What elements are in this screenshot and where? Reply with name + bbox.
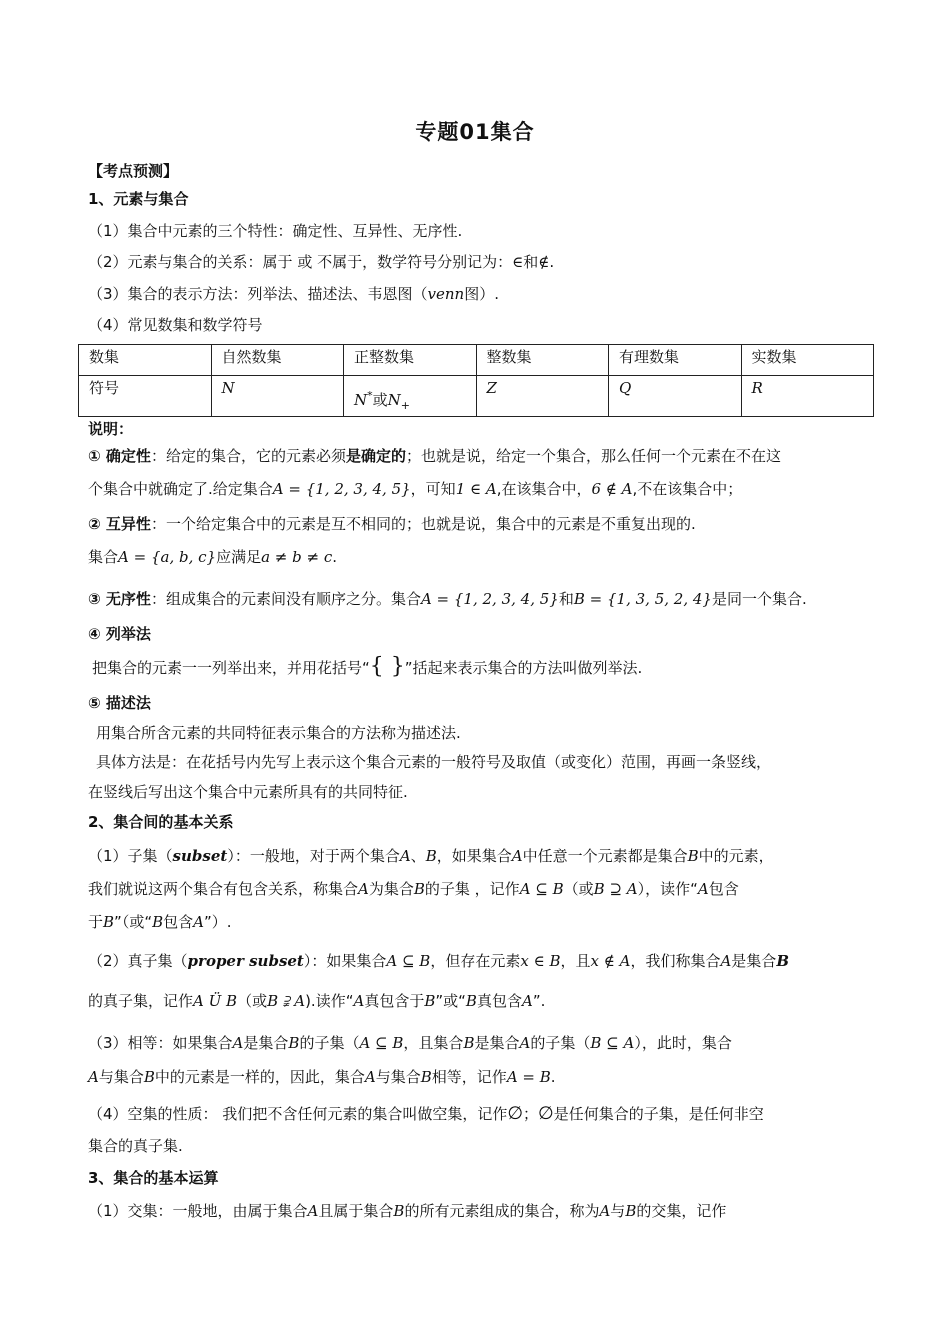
text: （1）子集（: [88, 847, 173, 865]
math-expr: 1 ∈ A: [455, 480, 497, 498]
empty-set-symbol: ∅: [538, 1103, 554, 1124]
text: ,在该集合中，: [496, 480, 592, 498]
not-element-of-symbol: ∉: [538, 253, 550, 271]
table-header-cell: 正整数集: [344, 345, 477, 376]
math-var: A: [697, 880, 709, 898]
text: ），此时，集合: [634, 1034, 732, 1052]
text: 为集合: [368, 880, 414, 898]
subscript: +: [400, 399, 410, 412]
section-1-heading: 1、元素与集合: [88, 190, 189, 208]
math-var: A: [511, 847, 523, 865]
table-cell: 符号: [79, 376, 212, 417]
text: 的子集（: [299, 1034, 360, 1052]
math-var: B: [625, 1202, 637, 1220]
text: ，可知: [410, 480, 456, 498]
note-label: ④ 列举法: [88, 625, 151, 643]
math-var: B: [776, 952, 789, 970]
math-expr: x ∉ A: [590, 952, 631, 970]
text: 、: [410, 847, 426, 865]
math-set: A = {a, b, c}: [118, 548, 217, 566]
note-label: ⑤ 描述法: [88, 694, 151, 712]
text: 图）.: [464, 285, 500, 303]
math-var: B: [152, 913, 164, 931]
math-var: B: [413, 880, 425, 898]
math-var: A: [358, 880, 369, 898]
math-expr: A ⊆ B: [359, 1034, 404, 1052]
math-set: B = {1, 3, 5, 2, 4}: [573, 590, 712, 608]
text: ”.: [532, 992, 546, 1010]
text: ,不在该集合中；: [632, 480, 743, 498]
text: ”（或“: [114, 913, 153, 931]
section-2-heading: 2、集合间的基本关系: [88, 813, 234, 831]
text: （或: [237, 992, 268, 1010]
text: 中任意一个元素都是集合: [522, 847, 688, 865]
paragraph: 在竖线后写出这个集合中元素所具有的共同特征.: [88, 783, 408, 801]
math-var: B: [463, 1034, 475, 1052]
symbol-positive: N: [354, 391, 368, 409]
term-english: subset: [172, 847, 228, 865]
text: ：给定的集合，它的元素必须: [150, 447, 346, 465]
math-var: B: [420, 1068, 432, 1086]
text: ）：一般地，对于两个集合: [227, 847, 400, 865]
text: ）：如果集合: [303, 952, 387, 970]
note-label: ③ 无序性: [88, 590, 151, 608]
text: 是集合: [243, 1034, 289, 1052]
text: 把集合的元素一一列举出来，并用花括号“: [92, 659, 370, 677]
text: 的交集，记作: [636, 1202, 727, 1220]
math-var: A: [599, 1202, 611, 1220]
text: ”或“: [435, 992, 466, 1010]
paragraph: 集合的真子集.: [88, 1137, 183, 1155]
term-english: proper subset: [187, 952, 304, 970]
math-expr: A = B: [506, 1068, 551, 1086]
text: 与集合: [375, 1068, 421, 1086]
paragraph: [88, 878, 878, 900]
text: （3）集合的表示方法：列举法、描述法、韦恩图（: [88, 285, 428, 303]
section-tag: 【考点预测】: [88, 162, 179, 180]
math-expr: B ⊆ A: [590, 1034, 635, 1052]
table-cell: [476, 376, 609, 417]
note-label: ② 互异性: [88, 515, 151, 533]
section-3-heading: 3、集合的基本运算: [88, 1169, 219, 1187]
page-title: 专题01集合: [415, 120, 535, 144]
symbol-real: R: [751, 379, 763, 397]
paragraph: [88, 513, 878, 535]
math-var: B: [465, 992, 477, 1010]
text-bold: 是确定的: [345, 447, 406, 465]
paragraph: [92, 656, 882, 679]
math-var: A: [88, 1068, 99, 1086]
paragraph: [88, 283, 878, 305]
text: 和: [558, 590, 574, 608]
text: ：一个给定集合中的元素是互不相同的；也就是说，集合中的元素是不重复出现的.: [150, 515, 696, 533]
paragraph: [88, 990, 878, 1012]
paragraph: [88, 911, 878, 933]
math-var: A: [307, 1202, 319, 1220]
text: .: [549, 253, 555, 271]
text: 的子集（: [530, 1034, 591, 1052]
math-expr: A ⊆ B: [519, 880, 564, 898]
text: 的真子集，记作: [88, 992, 194, 1010]
text: 包含: [708, 880, 739, 898]
text: 的所有元素组成的集合，称为: [404, 1202, 600, 1220]
paragraph: [88, 845, 878, 867]
text: 真包含于: [364, 992, 425, 1010]
text: （或: [563, 880, 594, 898]
text: 且属于集合: [318, 1202, 394, 1220]
text: 中的元素是一样的，因此，集合: [154, 1068, 365, 1086]
table-header-cell: 整数集: [476, 345, 609, 376]
math-var: B: [687, 847, 699, 865]
text: ，但存在元素: [430, 952, 521, 970]
text: 于: [88, 913, 104, 931]
math-expr: 6 ∉ A: [591, 480, 633, 498]
text: ，我们称集合: [630, 952, 721, 970]
math-var: B: [425, 847, 437, 865]
note-label: ① 确定性: [88, 447, 151, 465]
number-sets-table: [78, 344, 874, 417]
paragraph: [88, 546, 878, 568]
text: ），读作“: [637, 880, 698, 898]
text: （4）空集的性质： 我们把不含任何元素的集合叫做空集，记作: [88, 1105, 508, 1123]
math-venn: venn: [427, 285, 465, 303]
symbol-integer: Z: [486, 379, 497, 397]
text: 或: [372, 391, 388, 409]
text: 是集合: [474, 1034, 520, 1052]
text: .: [332, 548, 338, 566]
text: 包含: [163, 913, 194, 931]
table-cell: [609, 376, 742, 417]
text: 集合: [88, 548, 119, 566]
table-header-cell: 实数集: [741, 345, 874, 376]
text: ；: [523, 1105, 539, 1123]
math-var: B: [424, 992, 436, 1010]
math-var: A: [720, 952, 732, 970]
math-var: A: [521, 992, 533, 1010]
text: 和: [523, 253, 539, 271]
text: ，如果集合: [436, 847, 512, 865]
paragraph: [88, 1066, 878, 1088]
text: ；也就是说，给定一个集合，那么任何一个元素在不在这: [405, 447, 781, 465]
text: （3）相等：如果集合: [88, 1034, 233, 1052]
text: （2）元素与集合的关系：属于 或 不属于，数学符号分别记为：: [88, 253, 513, 271]
paragraph: [88, 445, 878, 467]
text: 相等，记作: [431, 1068, 507, 1086]
text: 与集合: [98, 1068, 144, 1086]
math-var: A: [232, 1034, 244, 1052]
text: 是同一个集合.: [711, 590, 807, 608]
math-expr: x ∈ B: [520, 952, 561, 970]
paragraph: 具体方法是：在花括号内先写上表示这个集合元素的一般符号及取值（或变化）范围，再画一条竖线，: [96, 753, 772, 771]
math-var: A: [399, 847, 411, 865]
math-var: A: [519, 1034, 531, 1052]
math-expr: B ⫌ A: [267, 992, 306, 1010]
table-cell: [344, 376, 477, 417]
text: 个集合中就确定了.给定集合: [88, 480, 273, 498]
text: （2）真子集（: [88, 952, 188, 970]
text: ：组成集合的元素间没有顺序之分。集合: [150, 590, 421, 608]
paragraph: [88, 950, 878, 972]
table-header-row: [79, 345, 874, 376]
math-set: A = {1, 2, 3, 4, 5}: [272, 480, 411, 498]
table-header-cell: 数集: [79, 345, 212, 376]
math-var: A: [353, 992, 365, 1010]
math-var: B: [288, 1034, 300, 1052]
text: ，且: [560, 952, 591, 970]
text: ，且集合: [403, 1034, 464, 1052]
text: ).读作“: [305, 992, 354, 1010]
paragraph: （1）集合中元素的三个特性：确定性、互异性、无序性.: [88, 222, 463, 240]
math-var: B: [143, 1068, 155, 1086]
math-expr: a ≠ b ≠ c: [261, 548, 333, 566]
paragraph: [88, 588, 878, 610]
text: 是集合: [731, 952, 777, 970]
element-of-symbol: ∈: [512, 253, 524, 271]
text: 与: [610, 1202, 626, 1220]
text: 我们就说这两个集合有包含关系，称集合: [88, 880, 359, 898]
table-header-cell: 有理数集: [609, 345, 742, 376]
text: 真包含: [476, 992, 522, 1010]
text: 应满足: [216, 548, 262, 566]
braces-symbol: { }: [369, 654, 405, 679]
empty-set-symbol: ∅: [507, 1103, 524, 1124]
math-var: B: [103, 913, 115, 931]
superscript: *: [367, 389, 373, 402]
table-cell: [741, 376, 874, 417]
math-expr: B ⊇ A: [593, 880, 638, 898]
paragraph: 用集合所含元素的共同特征表示集合的方法称为描述法.: [96, 724, 461, 742]
table-row: [79, 376, 874, 417]
math-expr: A Ü B: [193, 992, 238, 1010]
paragraph: [88, 1032, 878, 1054]
text: 是任何集合的子集，是任何非空: [553, 1105, 764, 1123]
paragraph: [88, 478, 878, 500]
text: 中的元素，: [698, 847, 774, 865]
math-expr: A ⊆ B: [386, 952, 431, 970]
text: .: [550, 1068, 556, 1086]
text: （1）交集：一般地，由属于集合: [88, 1202, 308, 1220]
math-var: A: [364, 1068, 376, 1086]
math-var: A: [193, 913, 204, 931]
text: 的子集 ，记作: [424, 880, 520, 898]
math-var: B: [393, 1202, 405, 1220]
math-set: A = {1, 2, 3, 4, 5}: [420, 590, 559, 608]
paragraph: [88, 1200, 878, 1222]
symbol-natural: N: [221, 379, 235, 397]
symbol-positive: N: [387, 391, 401, 409]
text: ”括起来表示集合的方法叫做列举法.: [404, 659, 643, 677]
table-header-cell: 自然数集: [211, 345, 344, 376]
symbol-rational: Q: [619, 379, 632, 397]
text: ”）.: [203, 913, 232, 931]
notes-heading: 说明：: [88, 420, 134, 438]
paragraph: [88, 1103, 878, 1125]
paragraph: （4）常见数集和数学符号: [88, 316, 263, 334]
table-cell: [211, 376, 344, 417]
paragraph: [88, 251, 878, 273]
